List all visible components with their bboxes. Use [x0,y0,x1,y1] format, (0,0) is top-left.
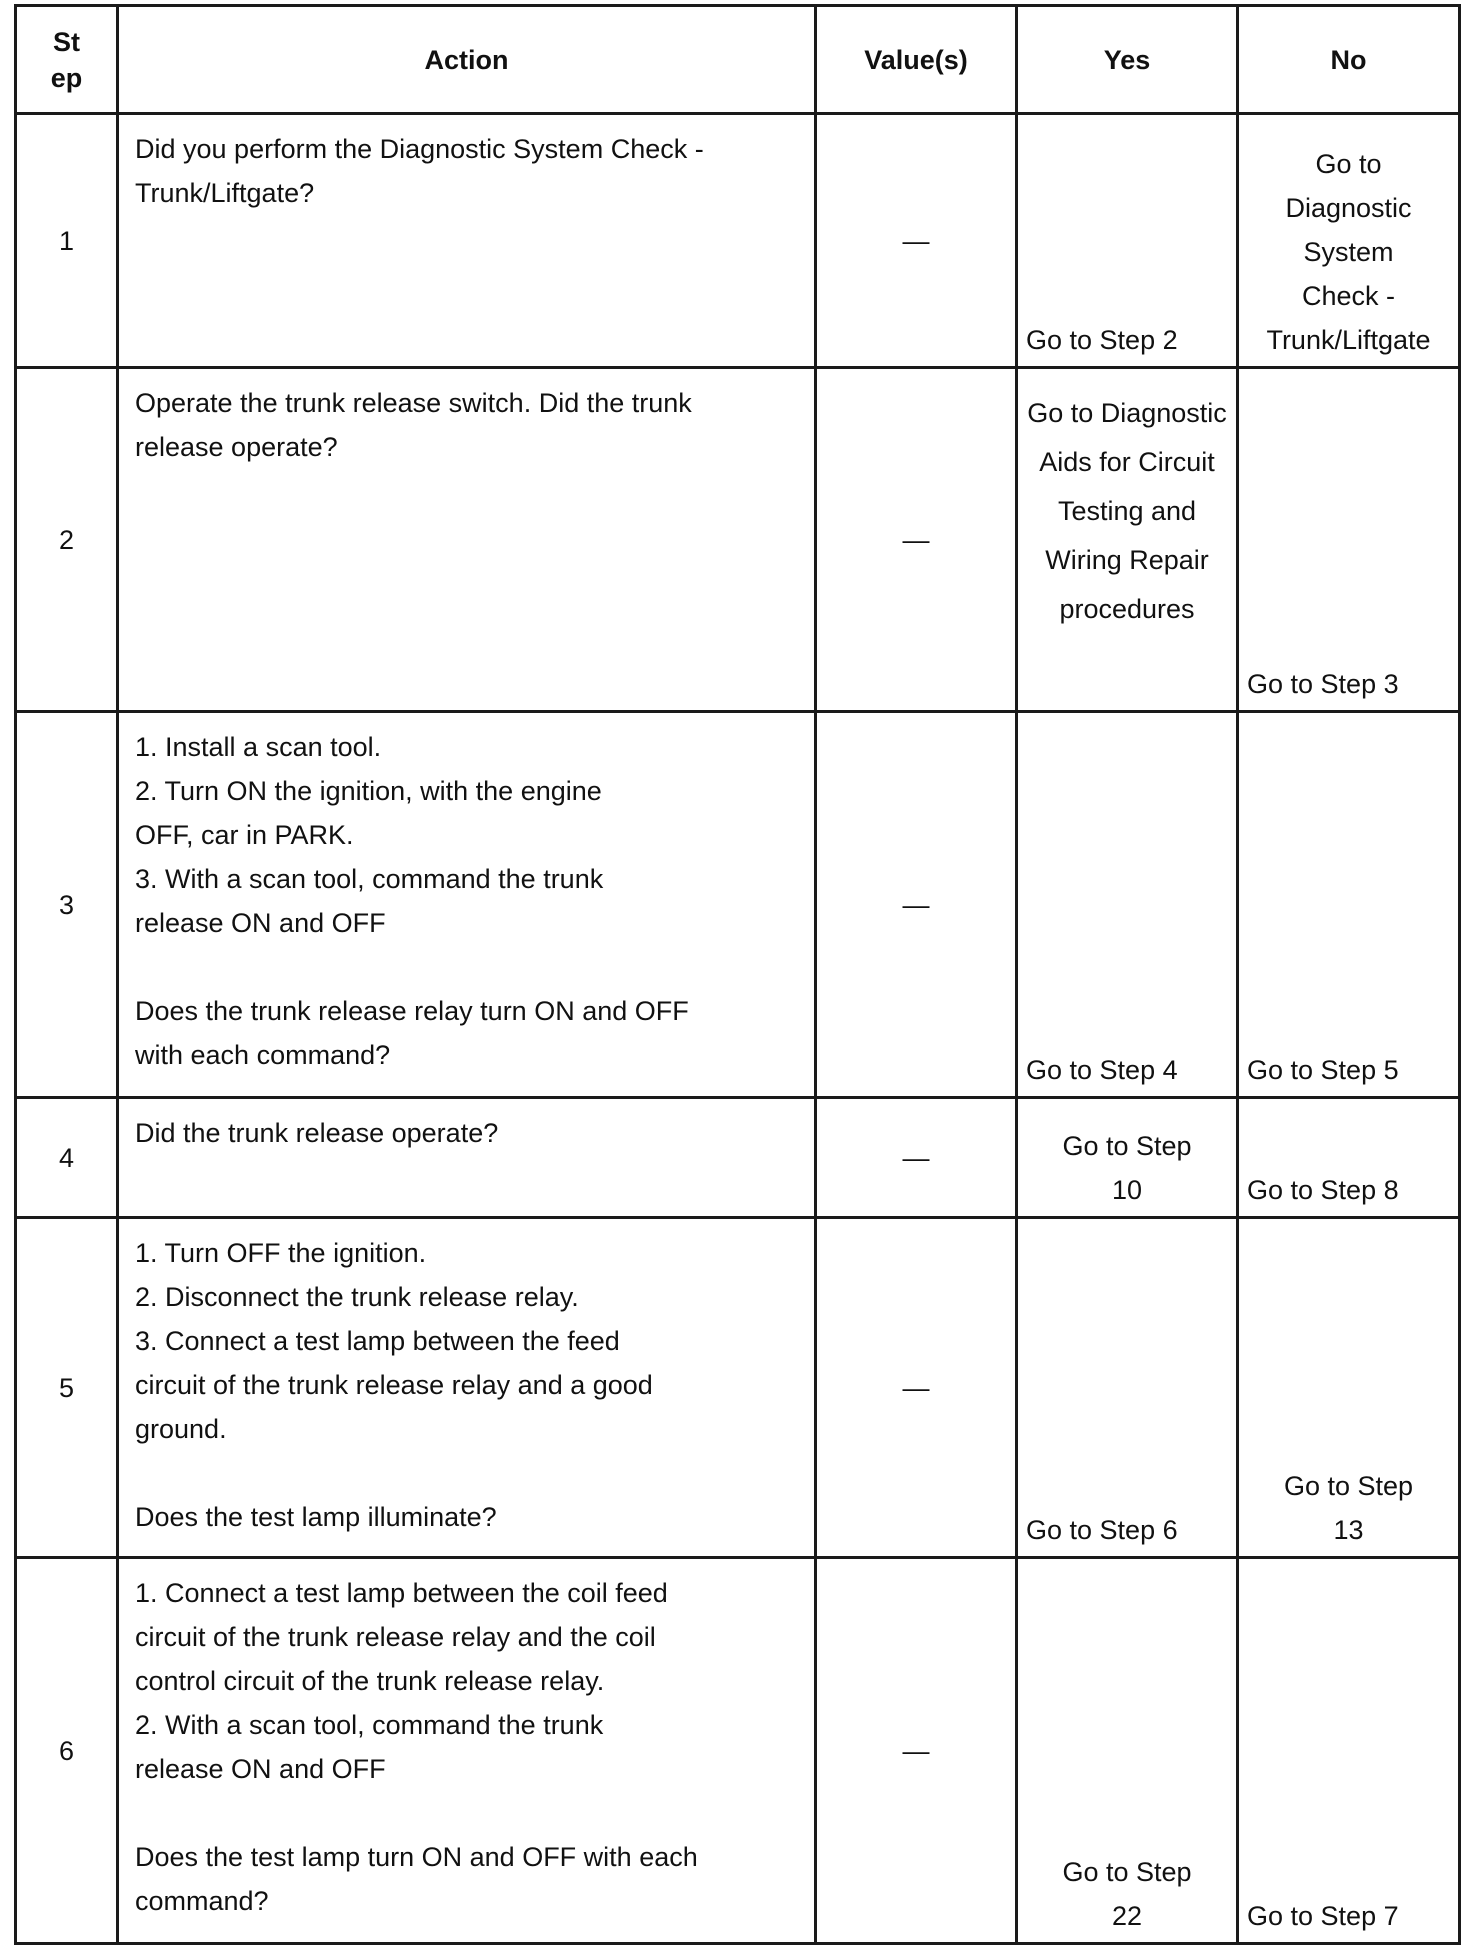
step-number: 3 [16,712,118,1098]
value-cell: — [816,368,1017,712]
step-number: 1 [16,114,118,368]
yes-cell: Go to Diagnostic Aids for Circuit Testing and Wiring Repair procedures [1017,368,1238,712]
no-cell: Go to Diagnostic System Check - Trunk/Liftgate [1238,114,1460,368]
table-row [16,712,1460,1098]
table-row [16,1098,1460,1218]
value-cell: — [816,1098,1017,1218]
header-step: St ep [16,6,118,114]
value-cell: — [816,1558,1017,1944]
action-cell: 1. Turn OFF the ignition. 2. Disconnect the trunk release relay. 3. Connect a test lamp between the feed circuit of the trunk release relay and a good ground. Does the test lamp illuminate? [118,1218,816,1558]
value-cell: — [816,1218,1017,1558]
value-cell: — [816,712,1017,1098]
action-cell: Did the trunk release operate? [118,1098,816,1218]
action-cell: 1. Install a scan tool. 2. Turn ON the ignition, with the engine OFF, car in PARK. 3. With a scan tool, command the trunk release ON and OFF Does the trunk release relay turn ON and OFF with each command? [118,712,816,1098]
table-row [16,1218,1460,1558]
no-cell: Go to Step 8 [1238,1098,1460,1218]
yes-cell: Go to Step 22 [1017,1558,1238,1944]
no-cell: Go to Step 13 [1238,1218,1460,1558]
header-row [16,6,1460,114]
action-cell: Did you perform the Diagnostic System Check - Trunk/Liftgate? [118,114,816,368]
yes-cell: Go to Step 2 [1017,114,1238,368]
yes-cell: Go to Step 4 [1017,712,1238,1098]
step-number: 6 [16,1558,118,1944]
table-row [16,1558,1460,1944]
header-no: No [1238,6,1460,114]
action-cell: 1. Connect a test lamp between the coil feed circuit of the trunk release relay and the coil control circuit of the trunk release relay. 2. With a scan tool, command the trunk release ON and OFF Does the test lamp turn ON and OFF with each command? [118,1558,816,1944]
step-number: 2 [16,368,118,712]
table-row [16,114,1460,368]
no-cell: Go to Step 7 [1238,1558,1460,1944]
header-action: Action [118,6,816,114]
action-cell: Operate the trunk release switch. Did the trunk release operate? [118,368,816,712]
yes-cell: Go to Step 10 [1017,1098,1238,1218]
no-cell: Go to Step 3 [1238,368,1460,712]
diagnostic-table [14,4,1461,1945]
header-yes: Yes [1017,6,1238,114]
table-row [16,368,1460,712]
header-values: Value(s) [816,6,1017,114]
no-cell: Go to Step 5 [1238,712,1460,1098]
step-number: 5 [16,1218,118,1558]
step-number: 4 [16,1098,118,1218]
value-cell: — [816,114,1017,368]
yes-cell: Go to Step 6 [1017,1218,1238,1558]
